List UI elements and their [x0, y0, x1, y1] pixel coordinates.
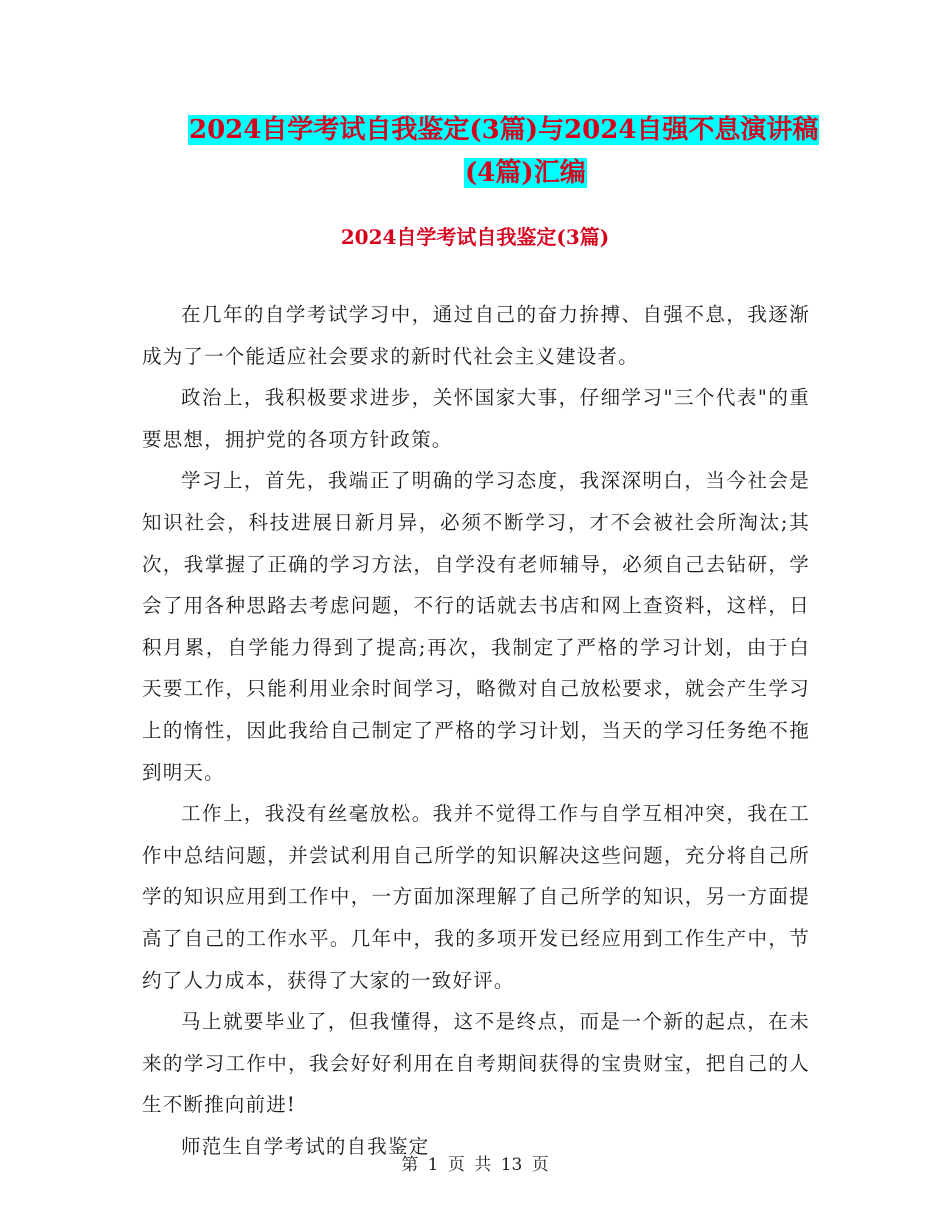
section-heading: 2024自学考试自我鉴定(3篇) [340, 225, 610, 249]
page-footer: 第 1 页 共 13 页 [401, 1155, 549, 1175]
paragraph: 马上就要毕业了，但我懂得，这不是终点，而是一个新的起点，在未来的学习工作中，我会好好利用在自考期间获得的宝贵财宝，把自己的人生不断推向前进! [142, 1010, 810, 1117]
title-highlight: (4篇)汇编 [465, 158, 586, 188]
document-body [142, 294, 810, 1167]
paragraph: 师范生自学考试的自我鉴定 [181, 1134, 430, 1158]
paragraph: 在几年的自学考试学习中，通过自己的奋力拚搏、自强不息，我逐渐成为了一个能适应社会要求的新时代社会主义建设者。 [142, 303, 810, 368]
title-highlight: 2024自学考试自我鉴定(3篇)与2024自强不息演讲稿 [189, 115, 819, 145]
document-title-line-2 [464, 153, 587, 193]
paragraph: 学习上，首先，我端正了明确的学习态度，我深深明白，当今社会是知识社会，科技进展日新月异，必须不断学习，才不会被社会所淘汰;其次，我掌握了正确的学习方法，自学没有老师辅导，必须自己去钻研，学会了用各种思路去考虑问题，不行的话就去书店和网上查资料，这样，日积月累，自学能力得到了提高;再次，我制定了严格的学习计划，由于白天要工作，只能利用业余时间学习，略微对自己放松要求，就会产生学习上的惰性，因此我给自己制定了严格的学习计划，当天的学习任务绝不拖到明天。 [142, 469, 810, 784]
paragraph: 政治上，我积极要求进步，关怀国家大事，仔细学习"三个代表"的重要思想，拥护党的各项方针政策。 [142, 386, 810, 451]
paragraph: 工作上，我没有丝毫放松。我并不觉得工作与自学互相冲突，我在工作中总结问题，并尝试利用自己所学的知识解决这些问题，充分将自己所学的知识应用到工作中，一方面加深理解了自己所学的知识，另一方面提高了自己的工作水平。几年中，我的多项开发已经应用到工作生产中，节约了人力成本，获得了大家的一致好评。 [142, 802, 810, 992]
document-title-line-1 [188, 110, 819, 150]
